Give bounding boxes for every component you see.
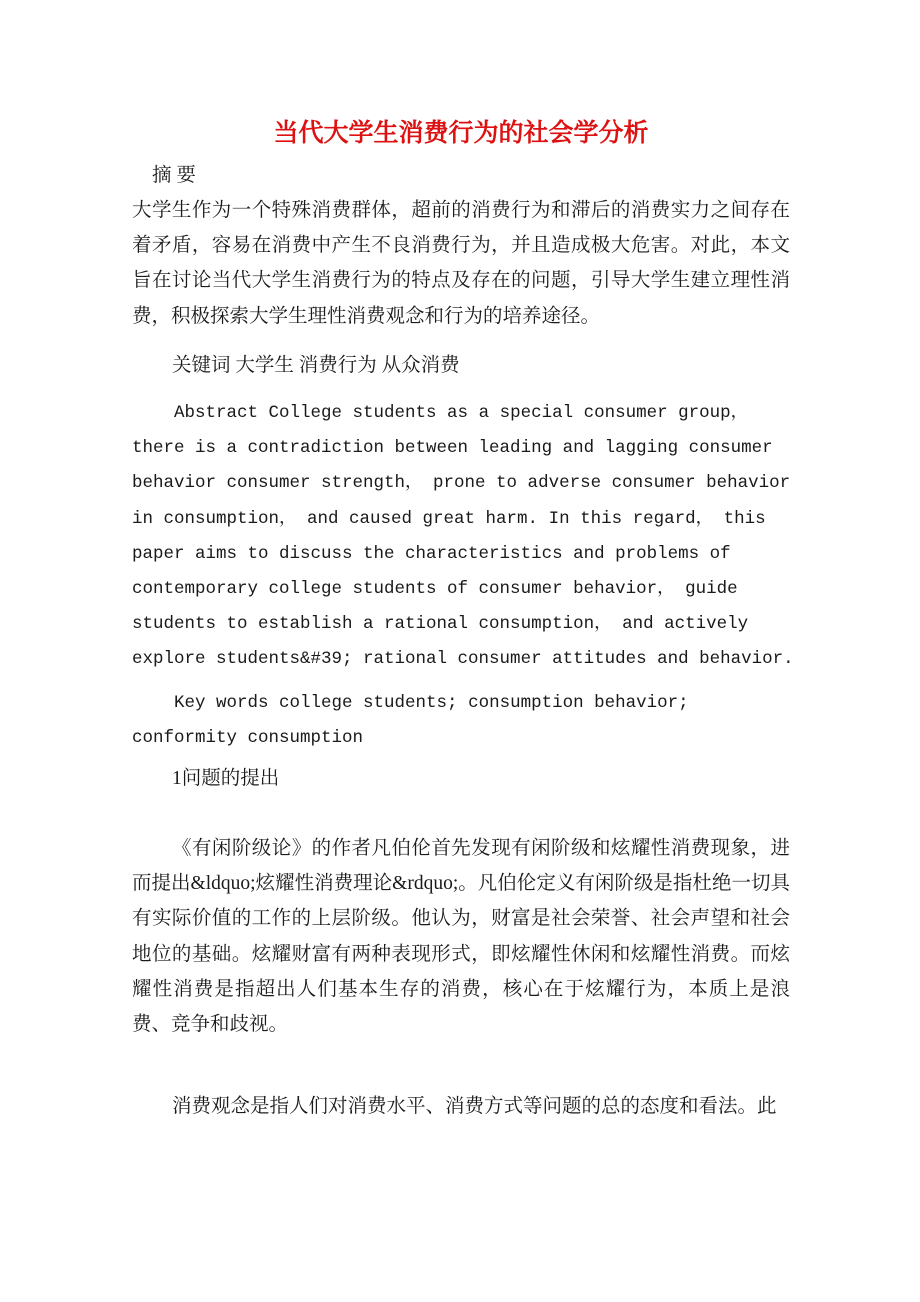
section-1-heading: 1问题的提出 bbox=[172, 768, 280, 789]
abstract-label: 摘 要 bbox=[152, 165, 196, 186]
body-paragraph-2: 消费观念是指人们对消费水平、消费方式等问题的总的态度和看法。此 bbox=[172, 1096, 777, 1117]
keywords-english: Key words college students; consumption behavior; conformity consumption bbox=[132, 693, 700, 749]
abstract-chinese-paragraph: 大学生作为一个特殊消费群体，超前的消费行为和滞后的消费实力之间存在着矛盾，容易在消费中产生不良消费行为，并且造成极大危害。对此，本文旨在讨论当代大学生消费行为的特点及存在的问题，引导大学生建立理性消费，积极探索大学生理性消费观念和行为的培养途径。 bbox=[132, 200, 790, 327]
abstract-english-paragraph: Abstract College students as a special consumer group， there is a contradiction between leading and lagging consumer behavior consumer strength， prone to adverse consumer behavior in consumption， and caused great harm. In this regard， this paper aims to discuss the characteristics and problems of contemporary college students of consumer behavior， guide students to establish a rational consumption， and actively explore students&#39; rational consumer attitudes and behavior. bbox=[132, 403, 801, 670]
keywords-chinese: 关键词 大学生 消费行为 从众消费 bbox=[172, 355, 460, 376]
body-paragraph-1: 《有闲阶级论》的作者凡伯伦首先发现有闲阶级和炫耀性消费现象，进而提出&ldquo;炫耀性消费理论&rdquo;。凡伯伦定义有闲阶级是指杜绝一切具有实际价值的工作的上层阶级。他认为，财富是社会荣誉、社会声望和社会地位的基础。炫耀财富有两种表现形式，即炫耀性休闲和炫耀性消费。而炫耀性消费是指超出人们基本生存的消费，核心在于炫耀行为，本质上是浪费、竞争和歧视。 bbox=[132, 838, 790, 1036]
page-title: 当代大学生消费行为的社会学分析 bbox=[273, 119, 649, 147]
